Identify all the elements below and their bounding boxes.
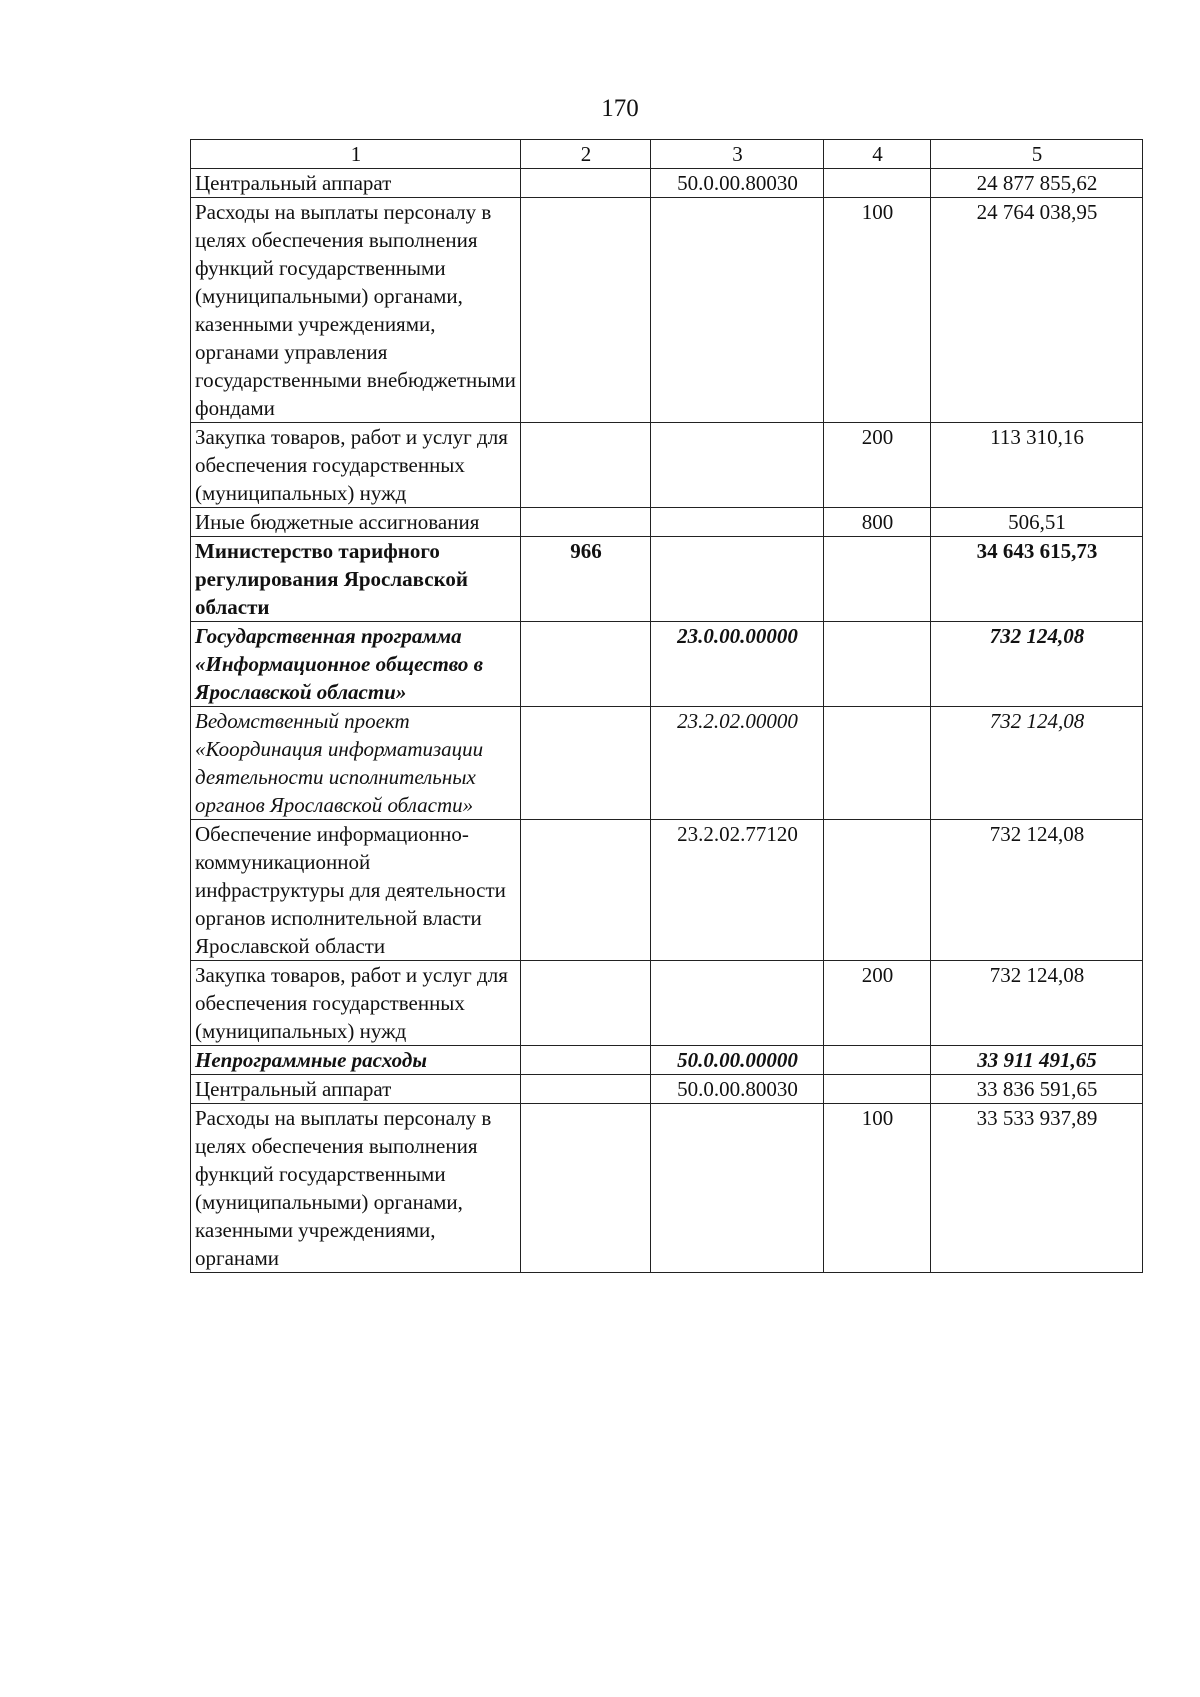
table-row [191,961,1143,1046]
table-row [191,1046,1143,1075]
table-row [191,423,1143,508]
row-department-code [521,423,651,508]
row-target-article [651,1104,824,1273]
row-name: Центральный аппарат [191,1075,521,1104]
row-department-code [521,961,651,1046]
table-row [191,1075,1143,1104]
row-department-code [521,198,651,423]
row-target-article: 23.0.00.00000 [651,622,824,707]
header-col-3: 3 [651,140,824,169]
row-target-article [651,423,824,508]
row-department-code [521,820,651,961]
row-name: Обеспечение информационно-коммуникационной инфраструктуры для деятельности органов исполнительной власти Ярославской области [191,820,521,961]
row-target-article [651,537,824,622]
row-expense-type [824,537,931,622]
row-expense-type: 200 [824,423,931,508]
row-department-code [521,1075,651,1104]
table-row [191,198,1143,423]
row-name: Расходы на выплаты персоналу в целях обеспечения выполнения функций государственными (муниципальными) органами, казенными учреждениями, органами [191,1104,521,1273]
row-department-code [521,622,651,707]
row-target-article [651,961,824,1046]
page-number: 170 [601,95,639,122]
row-expense-type: 200 [824,961,931,1046]
row-amount: 24 764 038,95 [931,198,1143,423]
row-amount: 506,51 [931,508,1143,537]
row-amount: 33 533 937,89 [931,1104,1143,1273]
row-expense-type [824,1046,931,1075]
row-target-article: 23.2.02.00000 [651,707,824,820]
header-col-4: 4 [824,140,931,169]
row-expense-type: 100 [824,1104,931,1273]
row-amount: 732 124,08 [931,961,1143,1046]
row-amount: 24 877 855,62 [931,169,1143,198]
row-department-code [521,169,651,198]
table-row [191,1104,1143,1273]
table-row [191,707,1143,820]
row-name: Иные бюджетные ассигнования [191,508,521,537]
row-name: Государственная программа «Информационное общество в Ярославской области» [191,622,521,707]
row-amount: 732 124,08 [931,622,1143,707]
row-department-code [521,508,651,537]
row-target-article: 23.2.02.77120 [651,820,824,961]
row-expense-type [824,1075,931,1104]
header-col-5: 5 [931,140,1143,169]
row-name: Непрограммные расходы [191,1046,521,1075]
row-name: Министерство тарифного регулирования Ярославской области [191,537,521,622]
row-name: Расходы на выплаты персоналу в целях обеспечения выполнения функций государственными (муниципальными) органами, казенными учреждениями, органами управления государственными внебюджетными фондами [191,198,521,423]
row-amount: 34 643 615,73 [931,537,1143,622]
row-amount: 732 124,08 [931,820,1143,961]
table-row [191,508,1143,537]
row-expense-type [824,820,931,961]
row-target-article [651,198,824,423]
row-name: Закупка товаров, работ и услуг для обеспечения государственных (муниципальных) нужд [191,423,521,508]
row-expense-type [824,622,931,707]
row-name: Центральный аппарат [191,169,521,198]
row-department-code [521,1104,651,1273]
table-row [191,622,1143,707]
row-target-article: 50.0.00.80030 [651,169,824,198]
row-department-code: 966 [521,537,651,622]
row-expense-type [824,707,931,820]
row-department-code [521,1046,651,1075]
row-expense-type: 800 [824,508,931,537]
row-target-article: 50.0.00.00000 [651,1046,824,1075]
row-amount: 33 911 491,65 [931,1046,1143,1075]
row-expense-type: 100 [824,198,931,423]
row-department-code [521,707,651,820]
row-amount: 113 310,16 [931,423,1143,508]
budget-table [190,139,1143,1273]
row-name: Ведомственный проект «Координация информатизации деятельности исполнительных органов Ярославской области» [191,707,521,820]
row-amount: 33 836 591,65 [931,1075,1143,1104]
header-col-2: 2 [521,140,651,169]
header-col-1: 1 [191,140,521,169]
row-target-article: 50.0.00.80030 [651,1075,824,1104]
table-row [191,537,1143,622]
table-row [191,169,1143,198]
row-target-article [651,508,824,537]
table-row [191,820,1143,961]
row-amount: 732 124,08 [931,707,1143,820]
row-expense-type [824,169,931,198]
table-header-row [191,140,1143,169]
row-name: Закупка товаров, работ и услуг для обеспечения государственных (муниципальных) нужд [191,961,521,1046]
